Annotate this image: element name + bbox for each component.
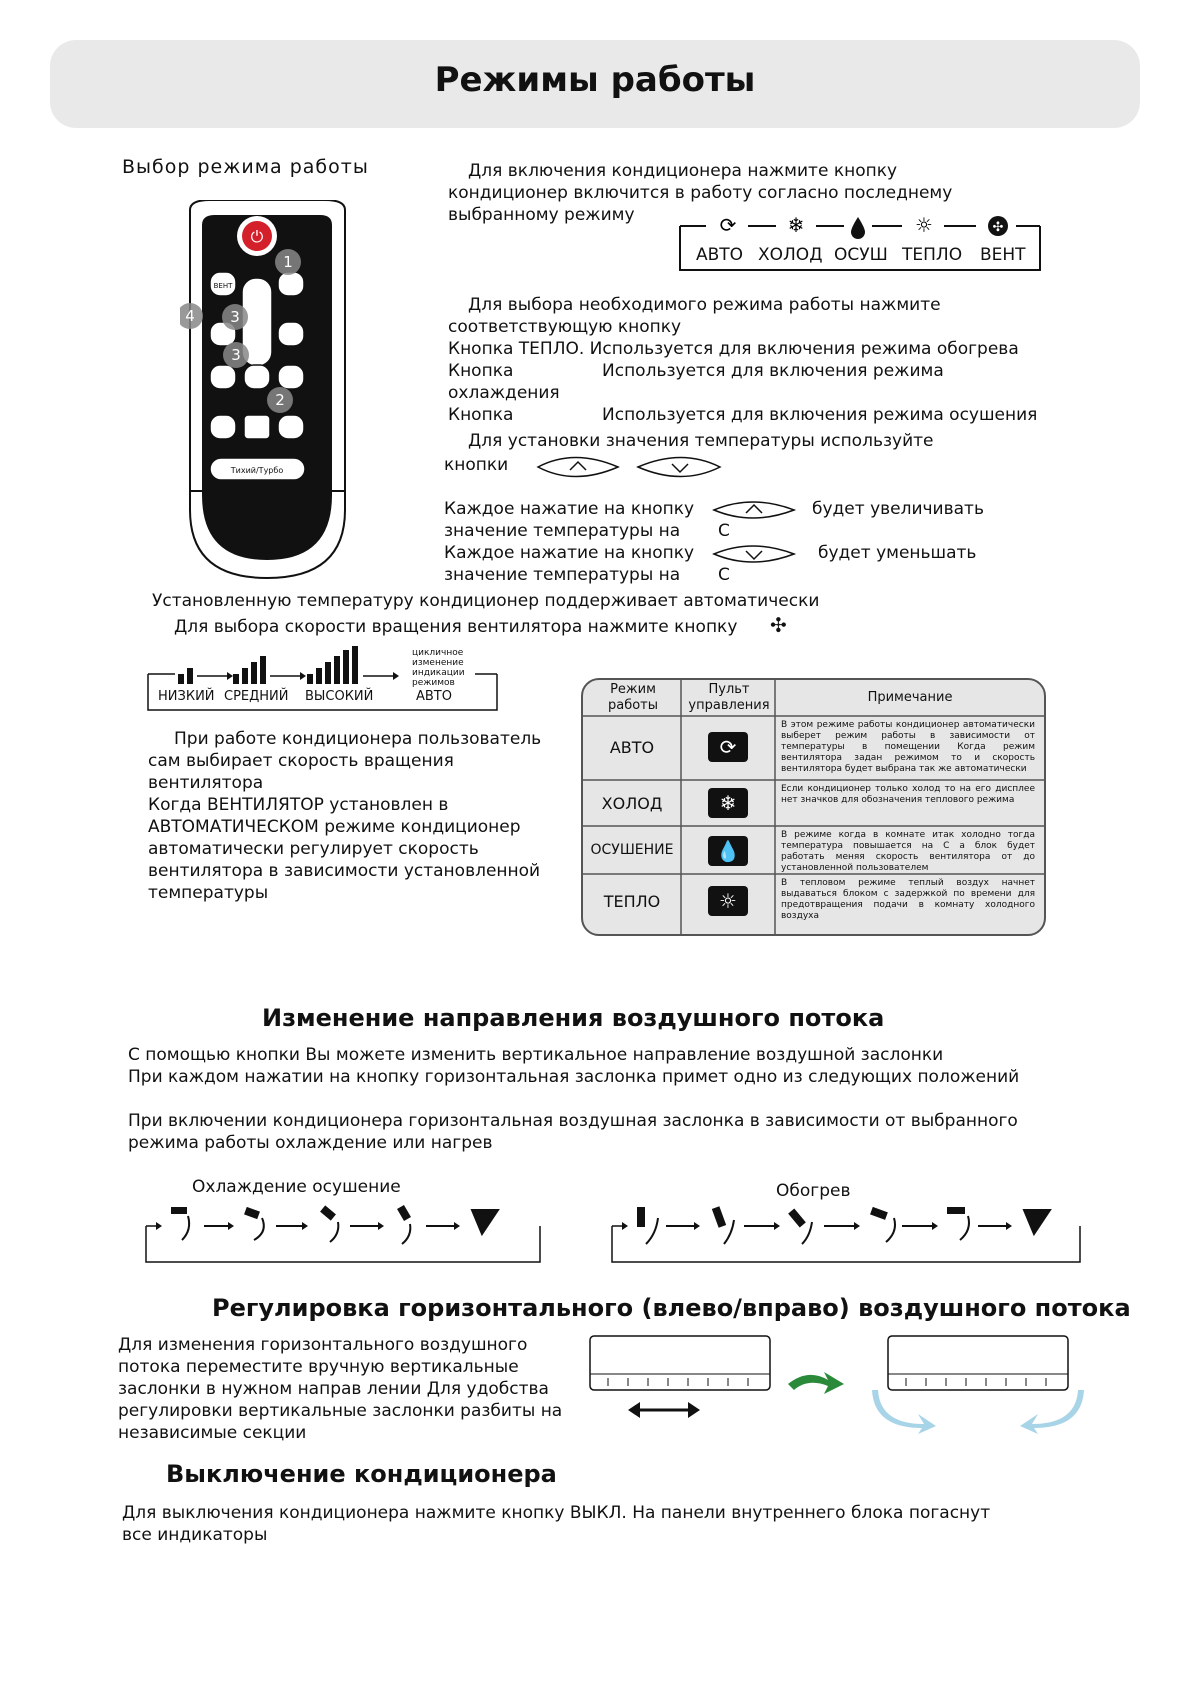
horizontal-text: Для изменения горизонтального воздушного потока переместите вручную вертикальные заслонки в нужном направ лении Для удобства регулировки вертикальные заслонки разбиты на независимые секции — [118, 1335, 563, 1443]
heat-louver-sequence — [608, 1200, 1088, 1266]
table-row-cool-note: Если кондиционер только холод то на его дисплее нет значков для обозначения теплового режима — [781, 784, 1035, 805]
airflow-line-3: При включении кондиционера горизонтальная воздушная заслонка в зависимости от выбранного — [128, 1111, 1018, 1131]
sun-icon: ☼ — [708, 886, 748, 916]
svg-text:3: 3 — [231, 346, 241, 364]
btn-dry-text: Используется для включения режима осушения — [602, 405, 1038, 425]
dec-line-1: Каждое нажатие на кнопку — [444, 543, 695, 563]
table-row-dry-mode: ОСУШЕНИЕ — [590, 842, 674, 858]
inc-line-1: Каждое нажатие на кнопку — [444, 499, 695, 519]
table-row-auto-note: В этом режиме работы кондиционер автоматически выберет режим работы в зависимости от температуры в помещении Когда режим вентилятора задан режимом то и скорость вентилятора будет выбрана так же автоматически — [781, 720, 1035, 774]
select-line-1: Для выбора необходимого режима работы нажмите — [468, 295, 941, 315]
table-row-auto-mode: АВТО — [609, 738, 655, 757]
mode-strip-fan: ВЕНТ — [980, 245, 1026, 265]
mode-table — [581, 678, 1046, 936]
green-arrow-icon — [788, 1372, 844, 1394]
svg-text:4: 4 — [185, 307, 195, 325]
airflow-right-icon — [1020, 1390, 1084, 1434]
airflow-line-4: режима работы охлаждение или нагрев — [128, 1133, 493, 1153]
remote-vent-label: ВЕНТ — [213, 282, 233, 290]
fan-description: При работе кондиционера пользователь сам выбирает скорость вращения вентилятора Когда ВЕНТИЛЯТОР установлен в АВТОМАТИЧЕСКОМ режиме кондиционер автоматически регулирует скорость вентилятора в зависимости установленной температуры — [148, 729, 542, 903]
fan-auto-label: АВТО — [416, 689, 452, 704]
airflow-left-icon — [872, 1390, 936, 1434]
fan-select-text: Для выбора скорости вращения вентилятора нажмите кнопку — [174, 617, 738, 637]
mode-strip-dry: ОСУШ — [834, 245, 888, 265]
dec-line-2: будет уменьшать — [818, 543, 977, 563]
heat-label: Обогрев — [776, 1181, 851, 1201]
cool-louver-sequence — [142, 1200, 547, 1266]
inc-line-3: значение температуры на — [444, 521, 681, 541]
droplet-icon: 💧 — [708, 836, 748, 866]
table-row-cool-mode: ХОЛОД — [601, 794, 663, 813]
snowflake-icon: ❄ — [708, 788, 748, 818]
table-header-note: Примечание — [867, 690, 953, 705]
auto-keep-text: Установленную температуру кондиционер поддерживает автоматически — [152, 591, 820, 611]
fan-mid-label: СРЕДНИЙ — [224, 689, 289, 704]
svg-text:1: 1 — [283, 253, 293, 271]
select-line-2: соответствующую кнопку — [448, 317, 682, 337]
temp-up-icon — [538, 458, 618, 477]
horizontal-heading: Регулировка горизонтального (влево/вправо) воздушного потока — [212, 1294, 1131, 1322]
cool-label: Охлаждение осушение — [192, 1177, 401, 1197]
temp-set-line-2: кнопки — [444, 455, 509, 475]
title-bar — [50, 40, 1140, 128]
btn-dry-label: Кнопка — [448, 405, 514, 425]
btn-cool-text: Используется для включения режима — [602, 361, 944, 381]
btn-cool-text-2: охлаждения — [448, 383, 560, 403]
sun-icon: ☼ — [915, 213, 933, 237]
dec-unit: C — [718, 565, 730, 585]
table-row-dry-note: В режиме когда в комнате итак холодно тогда температура повышается на C а блок будет работать меняя скорость вентилятора от до установленной пользователем — [781, 830, 1035, 873]
remote-turbo-label: Тихий/Турбо — [230, 466, 284, 475]
page-title: Режимы работы — [434, 60, 756, 100]
mode-strip-auto: АВТО — [696, 245, 744, 265]
droplet-icon — [851, 217, 865, 239]
airflow-heading: Изменение направления воздушного потока — [262, 1004, 885, 1032]
intro-line-3: выбранному режиму — [448, 205, 635, 225]
intro-line-1: Для включения кондиционера нажмите кнопку — [468, 161, 898, 181]
inc-line-2: будет увеличивать — [812, 499, 984, 519]
auto-icon: ⟳ — [719, 213, 737, 237]
temp-set-line-1: Для установки значения температуры используйте — [468, 431, 934, 451]
fan-auto-note: цикличное изменение индикации режимов — [412, 648, 465, 688]
table-header-mode: Режим работы — [607, 682, 659, 713]
mode-strip-cool: ХОЛОД — [758, 245, 823, 265]
fan-low-label: НИЗКИЙ — [158, 689, 215, 704]
table-row-heat-note: В тепловом режиме теплый воздух начнет выдаваться блоком с задержкой по времени для предотвращения подачи в комнату холодного воздуха — [781, 878, 1035, 921]
table-header-remote: Пульт управления — [688, 682, 770, 713]
temp-buttons — [534, 450, 724, 484]
mode-select-heading: Выбор режима работы — [122, 156, 369, 178]
temp-down-icon — [638, 458, 720, 477]
airflow-line-1: С помощью кнопки Вы можете изменить вертикальное направление воздушной заслонки — [128, 1045, 944, 1065]
airflow-line-2: При каждом нажатии на кнопку горизонтальная заслонка примет одно из следующих положений — [128, 1067, 1020, 1087]
auto-cycle-icon: ⟳ — [708, 732, 748, 762]
intro-line-2: кондиционер включится в работу согласно последнему — [448, 183, 953, 203]
off-line-2: все индикаторы — [122, 1525, 268, 1545]
fan-speed-icon: ✣ — [770, 613, 787, 637]
svg-text:3: 3 — [230, 308, 240, 326]
remote-control — [180, 200, 355, 580]
table-row-heat-mode: ТЕПЛО — [603, 892, 661, 911]
btn-heat-text: Кнопка ТЕПЛО. Используется для включения режима обогрева — [448, 339, 1019, 359]
off-line-1: Для выключения кондиционера нажмите кнопку ВЫКЛ. На панели внутреннего блока погаснут — [122, 1503, 991, 1523]
svg-text:✣: ✣ — [992, 220, 1004, 235]
btn-cool-label: Кнопка — [448, 361, 514, 381]
inc-unit: C — [718, 521, 730, 541]
snowflake-icon: ❄ — [787, 213, 805, 237]
svg-text:⏻: ⏻ — [250, 227, 264, 246]
off-heading: Выключение кондиционера — [166, 1460, 557, 1488]
svg-text:2: 2 — [275, 391, 285, 409]
indoor-unit-illustration — [588, 1328, 1098, 1434]
fan-high-label: ВЫСОКИЙ — [305, 689, 374, 704]
dec-line-3: значение температуры на — [444, 565, 681, 585]
mode-strip-heat: ТЕПЛО — [902, 245, 963, 265]
